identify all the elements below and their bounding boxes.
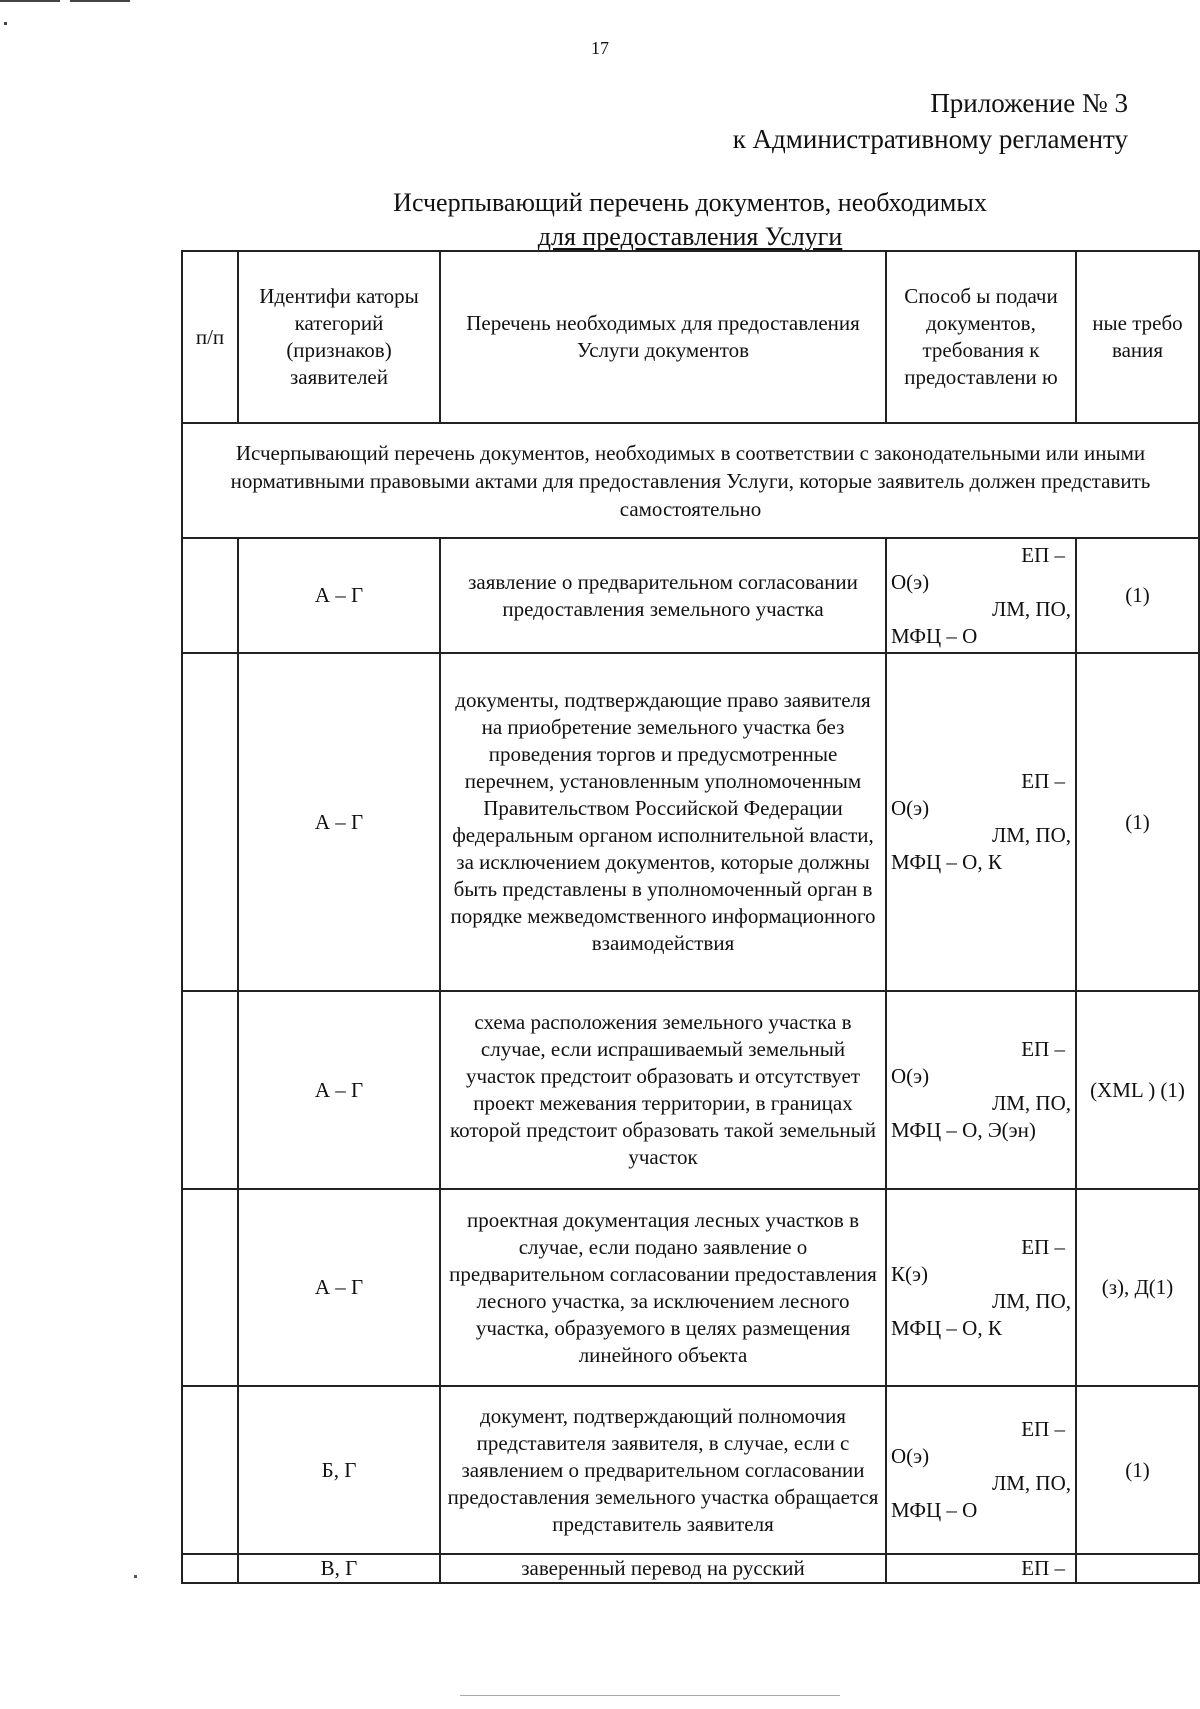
row-category: Б, Г [238,1386,440,1554]
method-ep: ЕП – [1021,1234,1065,1259]
method-o: К(э) [891,1261,929,1286]
method-mfc: МФЦ – О, Э(эн) [891,1118,1036,1142]
method-lm: ЛМ, ПО, [992,1091,1071,1115]
method-lm: ЛМ, ПО, [992,596,1071,621]
documents-table [181,250,1200,1584]
method-mfc: МФЦ – О [891,1498,978,1522]
row-requirement: (1) [1076,653,1199,991]
header-method: Способ ы подачи документов, требования к предоставлени ю [886,251,1076,423]
row-document: схема расположения земельного участка в случае, если испрашиваемый земельный участок предстоит образовать и отсутствует проект межевания территории, в границах которой предстоит образовать такой земельный участок [440,991,886,1189]
row-method [886,1189,1076,1386]
row-requirement: (1) [1076,1386,1199,1554]
row-requirement: (з), Д(1) [1076,1189,1199,1386]
method-ep: ЕП – [1021,1037,1065,1061]
table-row [182,1386,1199,1554]
row-num [182,1386,238,1554]
method-ep: ЕП – [1021,542,1065,567]
table-row [182,653,1199,991]
method-lm: ЛМ, ПО, [992,823,1071,847]
scan-artifact [4,22,7,25]
table-body [182,538,1199,1583]
table-row [182,538,1199,653]
table-row [182,1554,1199,1583]
row-category: А – Г [238,653,440,991]
row-method [886,653,1076,991]
scan-artifact [0,0,60,6]
appendix-line-1: Приложение № 3 [930,88,1128,118]
table-row [182,991,1199,1189]
scan-artifact [460,1695,840,1696]
row-num [182,1189,238,1386]
method-ep: ЕП – [1021,769,1065,793]
method-mfc: МФЦ – О, К [891,1315,1002,1340]
section-title: Исчерпывающий перечень документов, необходимых в соответствии с законодательными или иными нормативными правовыми актами для предоставления Услуги, которые заявитель должен представить самостоятельно [182,423,1199,538]
table-header-row [182,251,1199,423]
row-category: А – Г [238,991,440,1189]
method-o: О(э) [891,569,930,594]
header-identifiers: Идентифи каторы категорий (признаков) заявителей [238,251,440,423]
method-o: О(э) [891,796,930,820]
section-row [182,423,1199,538]
method-o: О(э) [891,1064,930,1088]
header-documents: Перечень необходимых для предоставления Услуги документов [440,251,886,423]
scan-artifact [134,1575,137,1578]
row-method [886,1386,1076,1554]
row-num [182,1554,238,1583]
row-num [182,991,238,1189]
scan-artifact [70,0,130,2]
title-line-2: для предоставления Услуги [537,222,843,251]
document-title [0,186,1200,254]
method-ep: ЕП – [1021,1556,1065,1580]
method-lm: ЛМ, ПО, [992,1471,1071,1495]
row-document: документы, подтверждающие право заявителя на приобретение земельного участка без проведения торгов и предусмотренные перечнем, установленным уполномоченным Правительством Российской Федерации федеральным органом исполнительной власти, за исключением документов, которые должны быть представлены в уполномоченный орган в порядке межведомственного информационного взаимодействия [440,653,886,991]
row-category: А – Г [238,538,440,653]
appendix-heading [733,85,1128,157]
row-num [182,538,238,653]
row-document: проектная документация лесных участков в случае, если подано заявление о предварительном согласовании предоставления лесного участка, за исключением лесного участка, образуемого в целях размещения линейного объекта [440,1189,886,1386]
row-requirement: (1) [1076,538,1199,653]
row-method [886,1554,1076,1583]
header-requirements: ные требо вания [1076,251,1199,423]
appendix-line-2: к Административному регламенту [732,124,1128,154]
row-document: документ, подтверждающий полномочия представителя заявителя, в случае, если с заявлением о предварительном согласовании предоставления земельного участка обращается представитель заявителя [440,1386,886,1554]
method-mfc: МФЦ – О, К [891,850,1002,874]
row-document: заявление о предварительном согласовании предоставления земельного участка [440,538,886,653]
row-method [886,991,1076,1189]
method-lm: ЛМ, ПО, [992,1288,1071,1313]
title-line-1: Исчерпывающий перечень документов, необходимых [393,188,987,217]
row-requirement: (XML ) (1) [1076,991,1199,1189]
header-num: п/п [182,251,238,423]
row-method [886,538,1076,653]
method-o: О(э) [891,1444,930,1468]
row-category: В, Г [238,1554,440,1583]
row-num [182,653,238,991]
table-row [182,1189,1199,1386]
row-category: А – Г [238,1189,440,1386]
row-document: заверенный перевод на русский [440,1554,886,1583]
method-mfc: МФЦ – О [891,623,978,648]
method-ep: ЕП – [1021,1417,1065,1441]
row-requirement [1076,1554,1199,1583]
page-number: 17 [591,38,609,58]
